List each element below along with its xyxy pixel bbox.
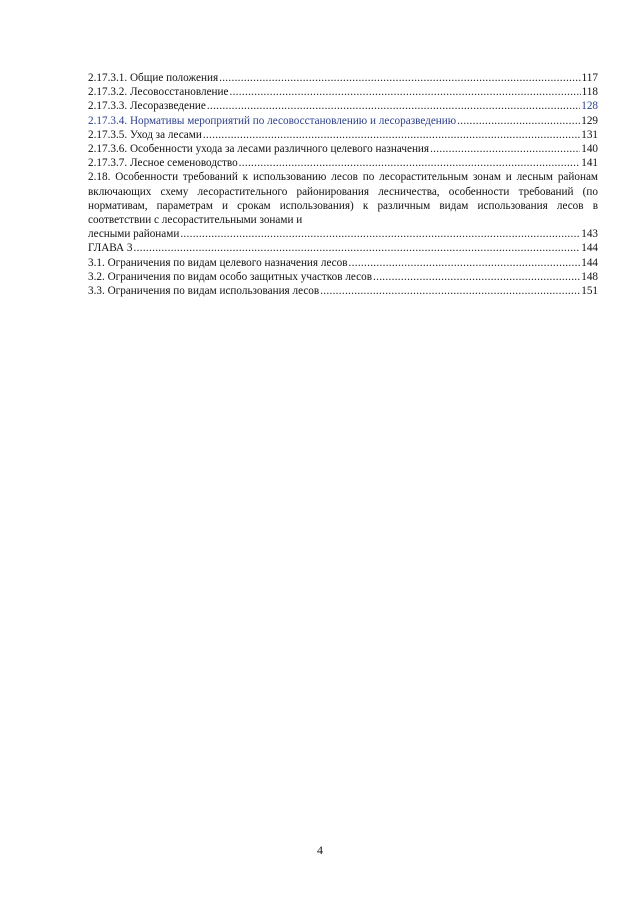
- toc-entry-title: 2.17.3.2. Лесовосстановление: [88, 86, 229, 99]
- toc-entry[interactable]: [88, 71, 598, 85]
- toc-leader-dots: [229, 85, 580, 99]
- toc-entry-page: 151: [581, 285, 598, 298]
- toc-entry[interactable]: [88, 270, 598, 284]
- toc-leader-dots: [219, 71, 581, 85]
- toc-entry[interactable]: [88, 156, 598, 170]
- toc-entry-page: 143: [581, 228, 598, 241]
- toc-leader-dots: [430, 142, 580, 156]
- toc-entry-title: 2.17.3.6. Особенности ухода за лесами различного целевого назначения: [88, 143, 430, 156]
- toc-entry-title: 2.17.3.4. Нормативы мероприятий по лесовосстановлению и лесоразведению: [88, 114, 457, 127]
- toc-leader-dots: [457, 114, 580, 128]
- toc-entry-page: 144: [581, 242, 598, 255]
- toc-entry-page: 118: [581, 86, 598, 99]
- toc-entry-page: 131: [581, 128, 598, 141]
- toc-entry-page: 140: [581, 143, 598, 156]
- toc-entry-page: 128: [581, 100, 598, 113]
- toc-leader-dots: [207, 99, 580, 113]
- toc-entry-page: 129: [581, 114, 598, 127]
- toc-entry-title: 3.3. Ограничения по видам использования лесов: [88, 285, 320, 298]
- toc-leader-dots: [239, 156, 581, 170]
- toc-leader-dots: [134, 241, 581, 255]
- toc-entry[interactable]: [88, 128, 598, 142]
- toc-entry-multiline[interactable]: [88, 170, 598, 241]
- toc-entry[interactable]: [88, 142, 598, 156]
- toc-leader-dots: [373, 270, 580, 284]
- toc-entry-page: 141: [581, 157, 598, 170]
- toc-entry-page: 148: [581, 270, 598, 283]
- toc-entry[interactable]: [88, 99, 598, 113]
- toc-entry[interactable]: [88, 284, 598, 298]
- toc-entry-title: 2.17.3.5. Уход за лесами: [88, 128, 202, 141]
- toc-entry-title: 2.17.3.7. Лесное семеноводство: [88, 157, 238, 170]
- toc-entry-title: ГЛАВА 3: [88, 242, 133, 255]
- toc-leader-dots: [180, 227, 580, 241]
- toc-entry-page: 144: [581, 256, 598, 269]
- toc-entry[interactable]: [88, 241, 598, 255]
- toc-entry-title: 3.2. Ограничения по видам особо защитных участков лесов: [88, 270, 373, 283]
- page-number: 4: [317, 843, 323, 857]
- table-of-contents: [88, 71, 598, 298]
- toc-entry[interactable]: [88, 85, 598, 99]
- toc-entry-page: 117: [581, 72, 598, 84]
- toc-entry[interactable]: [88, 256, 598, 270]
- toc-entry-title: 3.1. Ограничения по видам целевого назначения лесов: [88, 256, 348, 269]
- toc-leader-dots: [349, 256, 581, 270]
- toc-entry-title: 2.17.3.3. Лесоразведение: [88, 100, 206, 113]
- toc-leader-dots: [320, 284, 580, 298]
- toc-entry[interactable]: [88, 114, 598, 128]
- toc-entry-title: 2.17.3.1. Общие положения: [88, 72, 219, 84]
- toc-entry-title: 2.18. Особенности требований к использованию лесов по лесорастительным зонам и лесным районам включающих схему лесорастительного районирования лесничества, особенности требований (по нормативам, параметрам и срокам использования) к различным видам использования лесов в соответствии с лесорастительными зонами и: [88, 171, 598, 227]
- toc-entry-title-end: лесными районами: [88, 228, 180, 241]
- toc-leader-dots: [203, 128, 580, 142]
